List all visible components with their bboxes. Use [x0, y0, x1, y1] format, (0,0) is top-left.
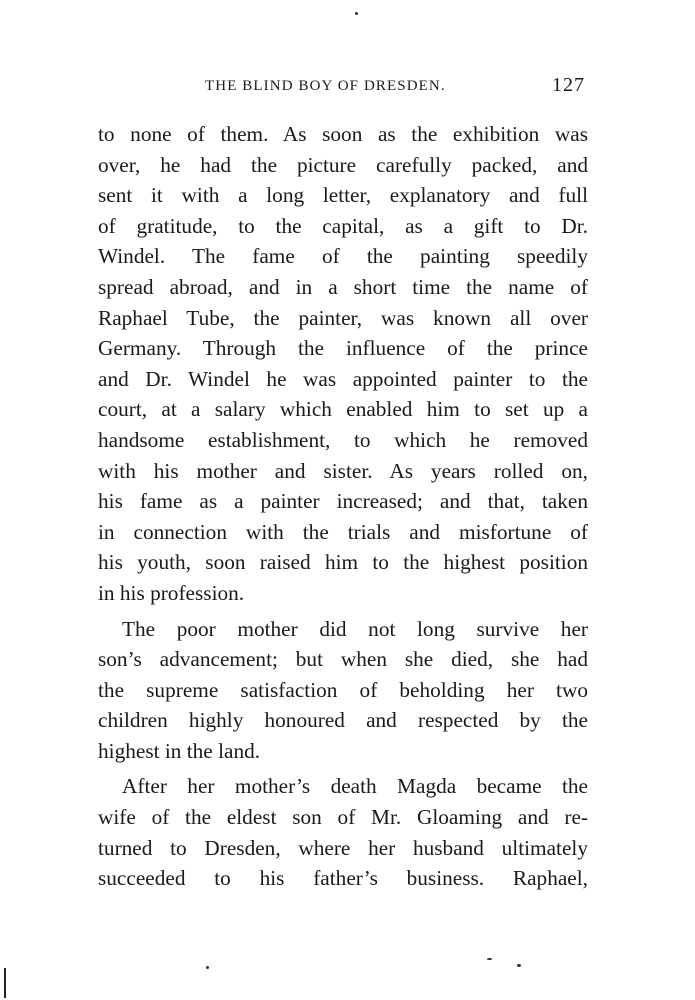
print-speck — [206, 966, 209, 969]
text-line: his youth, soon raised him to the highest position — [98, 550, 588, 575]
text-line: highest in the land. — [98, 738, 261, 763]
text-line: handsome establishment, to which he removed — [98, 427, 588, 452]
running-head: THE BLIND BOY OF DRESDEN. — [205, 78, 446, 94]
print-speck — [487, 958, 492, 960]
text-line: turned to Dresden, where her husband ultimately — [98, 835, 588, 860]
page-number: 127 — [552, 74, 585, 96]
text-line: over, he had the picture carefully packed, and — [98, 152, 588, 177]
text-line: in connection with the trials and misfortune of — [98, 519, 588, 544]
print-speck — [517, 964, 521, 967]
text-line: The poor mother did not long survive her — [122, 616, 588, 641]
text-line: wife of the eldest son of Mr. Gloaming and re- — [98, 805, 588, 830]
scan-edge-mark — [4, 968, 6, 998]
text-line: the supreme satisfaction of beholding her two — [98, 677, 588, 702]
text-line: and Dr. Windel he was appointed painter to the — [98, 366, 588, 391]
text-line: to none of them. As soon as the exhibition was — [98, 122, 588, 146]
text-line: spread abroad, and in a short time the name of — [98, 274, 588, 299]
text-line: court, at a salary which enabled him to set up a — [98, 397, 588, 422]
text-line: Germany. Through the influence of the prince — [98, 336, 588, 361]
paragraph-3 — [98, 771, 588, 893]
text-line: his fame as a painter increased; and that, taken — [98, 489, 588, 514]
text-line: Raphael Tube, the painter, was known all over — [98, 305, 588, 330]
paragraph-1 — [98, 119, 588, 609]
text-line: of gratitude, to the capital, as a gift to Dr. — [98, 213, 588, 238]
text-line: Windel. The fame of the painting speedily — [98, 244, 588, 269]
text-line: sent it with a long letter, explanatory and full — [98, 183, 588, 208]
text-line: with his mother and sister. As years rolled on, — [98, 458, 588, 483]
text-line: son’s advancement; but when she died, she had — [98, 647, 588, 672]
body-text — [98, 119, 588, 894]
paragraph-2 — [98, 614, 588, 767]
print-speck — [355, 12, 358, 15]
text-line: children highly honoured and respected by the — [98, 708, 588, 733]
text-line: in his profession. — [98, 580, 245, 605]
text-line: After her mother’s death Magda became the — [122, 774, 588, 799]
text-line: succeeded to his father’s business. Raphael, — [98, 866, 588, 891]
